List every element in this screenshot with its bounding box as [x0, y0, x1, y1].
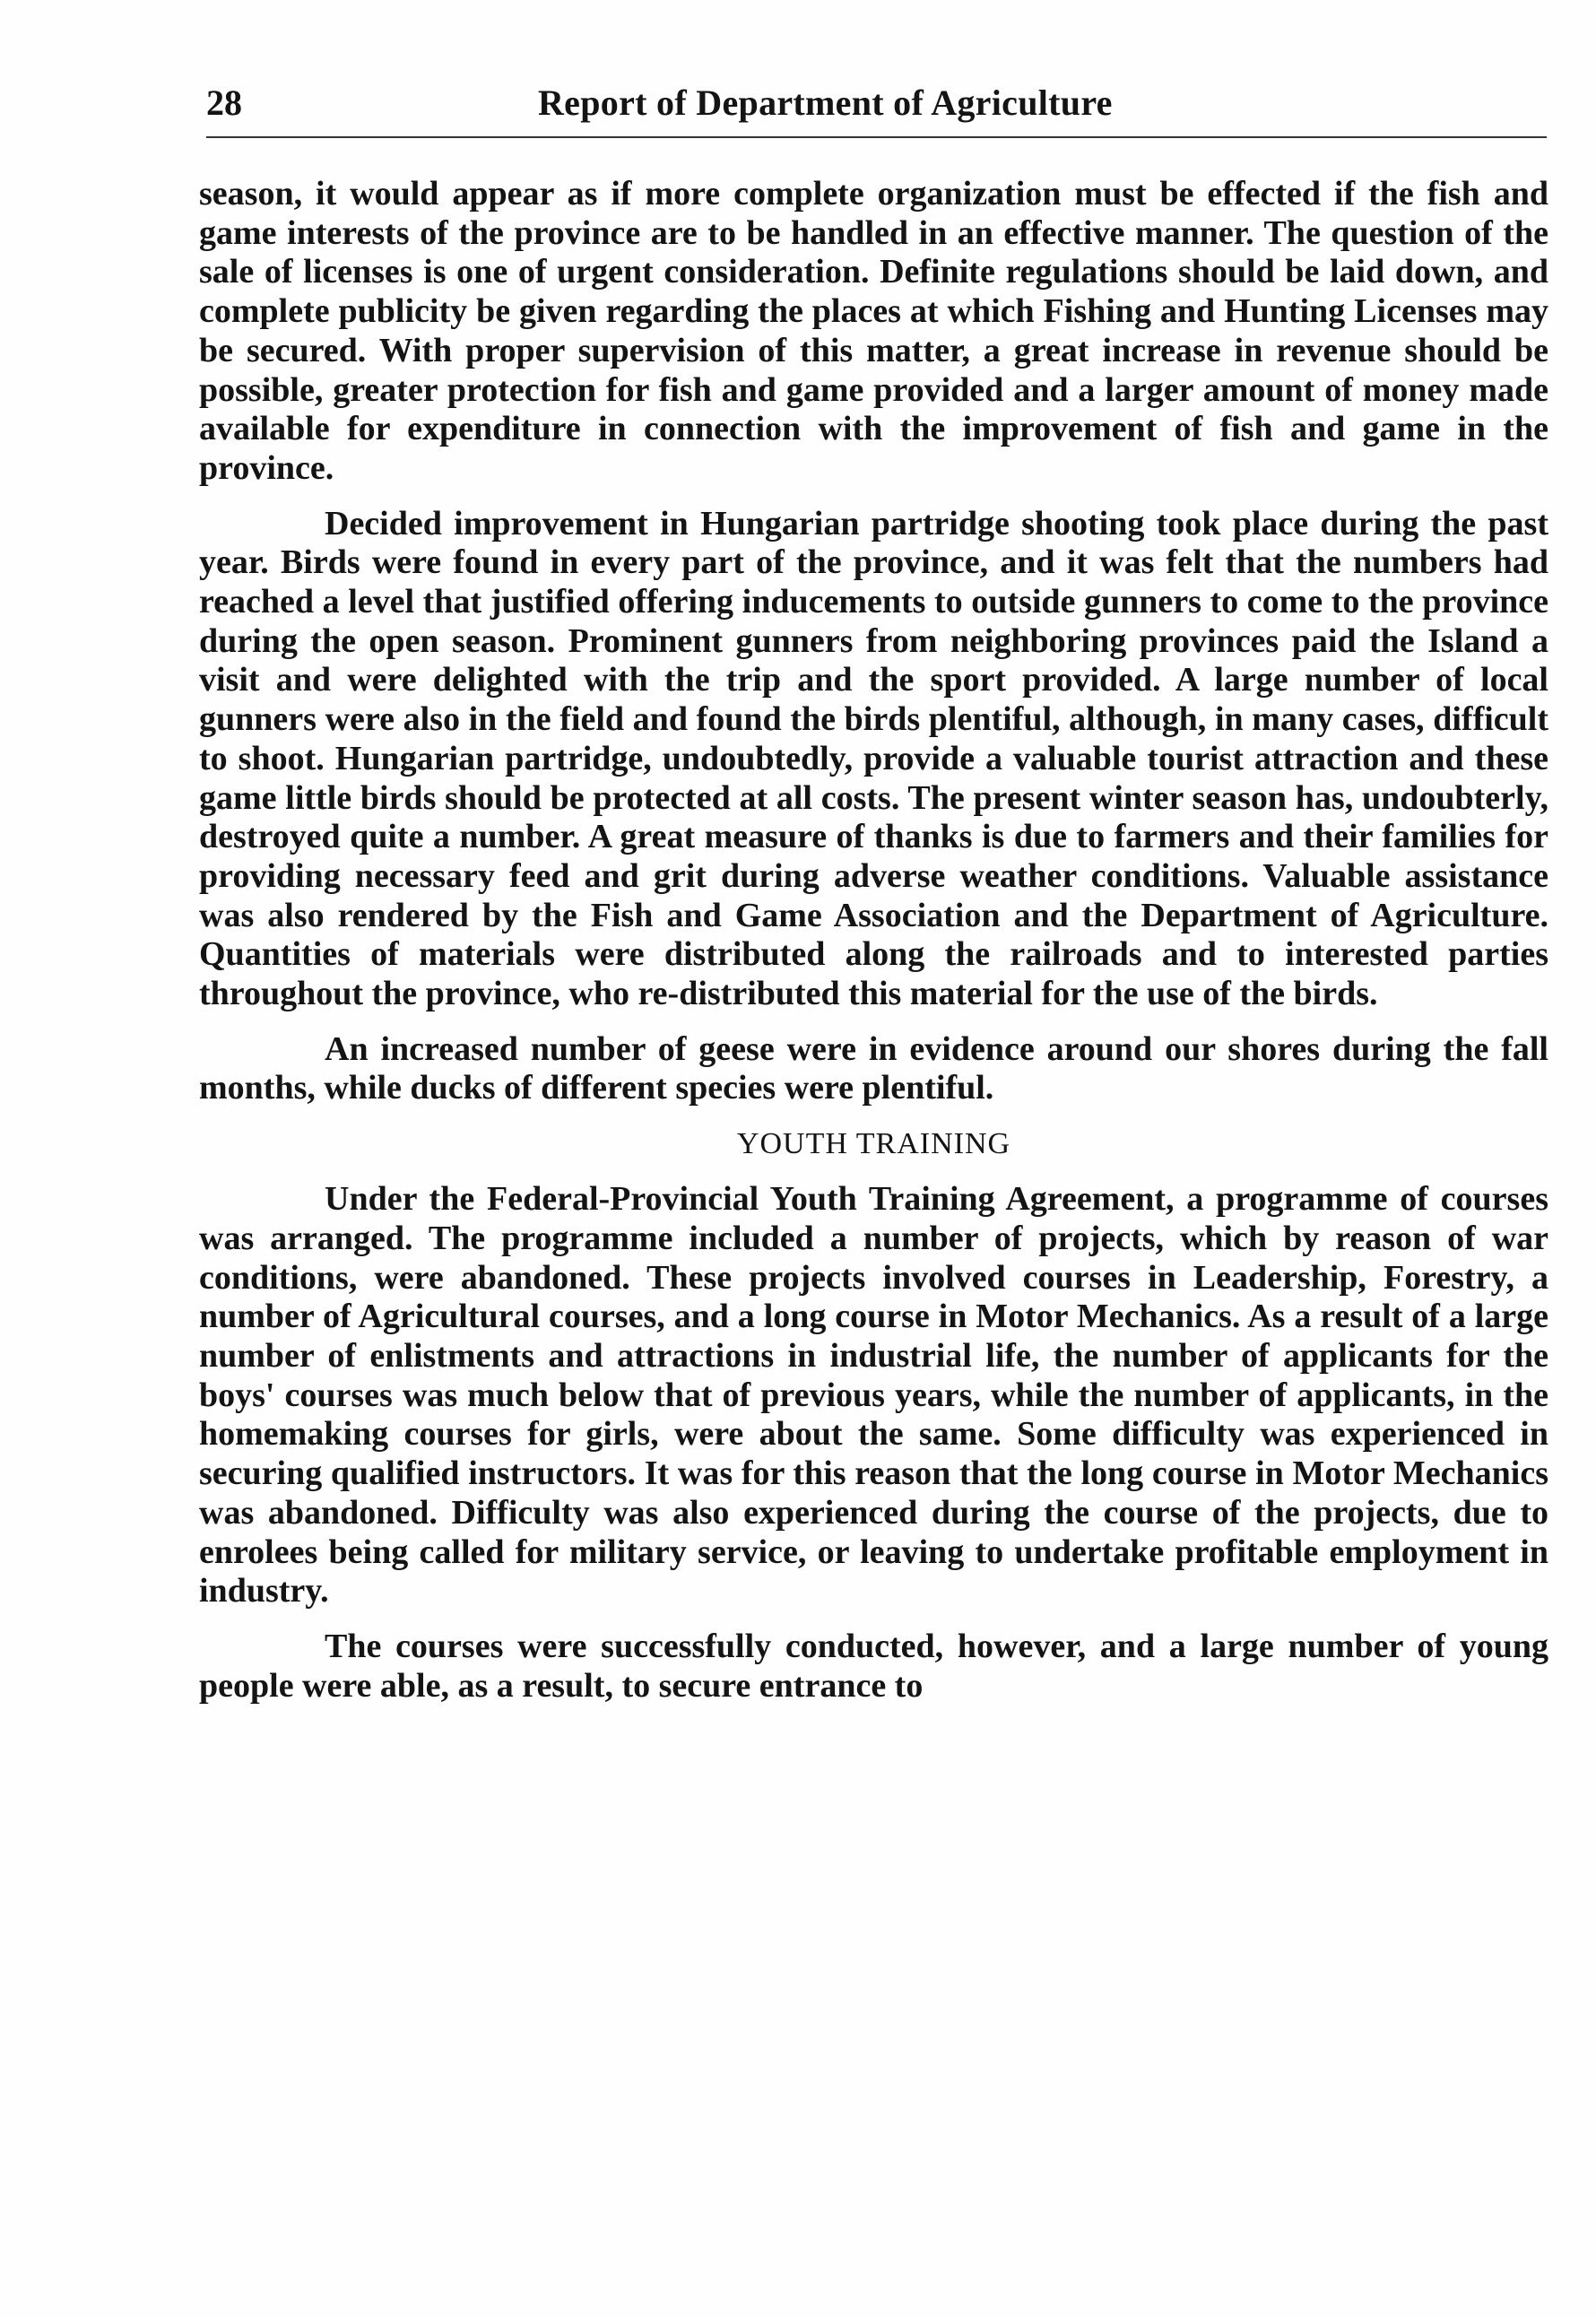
header-rule	[206, 136, 1547, 138]
paragraph-continuation: season, it would appear as if more complete organization must be effected if the fish and game interests of the province are to be handled in an effective manner. The question of the sale of licenses is one of urgent consideration. Definite regulations should be laid down, and complete publicity be given regarding the places at which Fishing and Hunting Licenses may be secured. With proper supervision of this matter, a great increase in revenue should be possible, greater protection for fish and game provided and a larger amount of money made available for expenditure in connection with the improvement of fish and game in the province.	[199, 175, 1548, 487]
running-head: Report of Department of Agriculture	[538, 82, 1113, 123]
paragraph-youth-training: Under the Federal-Provincial Youth Training Agreement, a programme of courses was arranged. The programme included a number of projects, which by reason of war conditions, were abandoned. These projects involved courses in Leadership, Forestry, a number of Agricultural courses, and a long course in Motor Mechanics. As a result of a large number of enlistments and attractions in industrial life, the number of applicants for the boys' courses was much below that of previous years, while the number of applicants, in the homemaking courses for girls, were about the same. Some difficulty was experienced in securing qualified instructors. It was for this reason that the long course in Motor Mechanics was abandoned. Difficulty was also experienced during the course of the projects, due to enrolees being called for military service, or leaving to undertake profitable employment in industry.	[199, 1180, 1548, 1610]
paragraph-geese: An increased number of geese were in evidence around our shores during the fall months, while ducks of different species were plentiful.	[199, 1029, 1548, 1107]
page-number: 28	[206, 82, 242, 123]
section-heading-youth-training: YOUTH TRAINING	[736, 1127, 1011, 1161]
paragraph-hungarian-partridge: Decided improvement in Hungarian partridge shooting took place during the past year. Birds were found in every part of the province, and it was felt that the numbers had reached a level that justified offering inducements to outside gunners to come to the province during the open season. Prominent gunners from neighboring provinces paid the Island a visit and were delighted with the trip and the sport provided. A large number of local gunners were also in the field and found the birds plentiful, although, in many cases, difficult to shoot. Hungarian partridge, undoubtedly, provide a valuable tourist attraction and these game little birds should be protected at all costs. The present winter season has, undoubterly, destroyed quite a number. A great measure of thanks is due to farmers and their families for providing necessary feed and grit during adverse weather conditions. Valuable assistance was also rendered by the Fish and Game Association and the Department of Agriculture. Quantities of materials were distributed along the railroads and to interested parties throughout the province, who re-distributed this material for the use of the birds.	[199, 504, 1548, 1013]
body-text	[199, 175, 1548, 1722]
page-header	[206, 81, 1542, 135]
paragraph-courses-conducted: The courses were successfully conducted, however, and a large number of young people were able, as a result, to secure entrance to	[199, 1627, 1548, 1705]
